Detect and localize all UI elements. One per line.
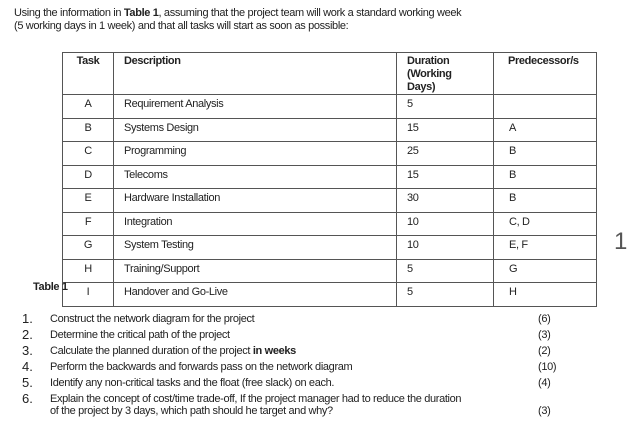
question-text	[50, 329, 550, 341]
page-number: 1	[614, 228, 628, 255]
cell-description: Integration	[114, 212, 397, 236]
header-duration	[397, 53, 494, 95]
table-row	[63, 189, 597, 213]
table-row	[63, 236, 597, 260]
question-number: 1.	[22, 311, 33, 326]
cell-description: Hardware Installation	[114, 189, 397, 213]
question-marks: (6)	[538, 313, 551, 325]
intro-text-line2: (5 working days in 1 week) and that all tasks will start as soon as possible:	[14, 20, 349, 32]
table-row	[63, 212, 597, 236]
table-row	[63, 283, 597, 307]
question-number: 2.	[22, 327, 33, 342]
cell-duration: 5	[397, 259, 494, 283]
table-row	[63, 95, 597, 119]
cell-task-id: F	[63, 212, 114, 236]
question-marks: (4)	[538, 377, 551, 389]
question-emphasis: in weeks	[252, 345, 296, 357]
cell-predecessors	[494, 95, 597, 119]
cell-predecessors: H	[494, 283, 597, 307]
table-header-row	[63, 53, 597, 95]
question-text	[50, 377, 550, 389]
cell-duration: 10	[397, 212, 494, 236]
cell-description: Systems Design	[114, 118, 397, 142]
question-text	[50, 313, 550, 325]
table-reference: Table 1	[123, 7, 159, 19]
cell-description: System Testing	[114, 236, 397, 260]
intro-text: , assuming that the project team will work a standard working week	[158, 7, 462, 19]
cell-task-id: A	[63, 95, 114, 119]
cell-task-id: B	[63, 118, 114, 142]
cell-predecessors: A	[494, 118, 597, 142]
question-marks: (2)	[538, 345, 551, 357]
header-task: Task	[63, 53, 114, 95]
question-number: 5.	[22, 375, 33, 390]
cell-task-id: E	[63, 189, 114, 213]
question-text-main: Determine the critical path of the project	[50, 329, 230, 341]
question-text-main: Construct the network diagram for the project	[50, 313, 255, 325]
task-table	[62, 52, 597, 307]
question-text-main: Calculate the planned duration of the project	[50, 345, 253, 357]
table-row	[63, 142, 597, 166]
table-row	[63, 165, 597, 189]
cell-task-id: H	[63, 259, 114, 283]
question-number: 4.	[22, 359, 33, 374]
cell-duration: 10	[397, 236, 494, 260]
cell-predecessors: C, D	[494, 212, 597, 236]
header-duration-text: Duration (Working Days)	[407, 55, 452, 93]
cell-task-id: I	[63, 283, 114, 307]
cell-duration: 15	[397, 118, 494, 142]
cell-description: Programming	[114, 142, 397, 166]
cell-duration: 25	[397, 142, 494, 166]
cell-duration: 15	[397, 165, 494, 189]
intro-text: Using the information in	[14, 7, 124, 19]
question-text-main: Explain the concept of cost/time trade-off, If the project manager had to reduce the duration	[50, 393, 462, 405]
question-text	[50, 393, 550, 417]
cell-task-id: G	[63, 236, 114, 260]
cell-predecessors: B	[494, 189, 597, 213]
cell-description: Requirement Analysis	[114, 95, 397, 119]
cell-task-id: C	[63, 142, 114, 166]
question-number: 6.	[22, 391, 33, 406]
question-text	[50, 361, 550, 373]
cell-task-id: D	[63, 165, 114, 189]
question-marks: (10)	[538, 361, 557, 373]
question-marks: (3)	[538, 405, 551, 417]
question-text-main: Perform the backwards and forwards pass on the network diagram	[50, 361, 353, 373]
question-number: 3.	[22, 343, 33, 358]
cell-description: Training/Support	[114, 259, 397, 283]
question-marks: (3)	[538, 329, 551, 341]
header-predecessors: Predecessor/s	[494, 53, 597, 95]
cell-description: Handover and Go-Live	[114, 283, 397, 307]
table-caption: Table 1	[33, 281, 68, 293]
table-row	[63, 259, 597, 283]
header-description: Description	[114, 53, 397, 95]
cell-predecessors: B	[494, 165, 597, 189]
intro-paragraph	[14, 7, 461, 33]
cell-duration: 30	[397, 189, 494, 213]
cell-predecessors: B	[494, 142, 597, 166]
cell-predecessors: E, F	[494, 236, 597, 260]
question-text-main: Identify any non-critical tasks and the float (free slack) on each.	[50, 377, 335, 389]
cell-description: Telecoms	[114, 165, 397, 189]
cell-duration: 5	[397, 95, 494, 119]
table-row	[63, 118, 597, 142]
cell-duration: 5	[397, 283, 494, 307]
question-text-line2: of the project by 3 days, which path should he target and why?	[50, 405, 333, 417]
cell-predecessors: G	[494, 259, 597, 283]
question-text	[50, 345, 550, 357]
